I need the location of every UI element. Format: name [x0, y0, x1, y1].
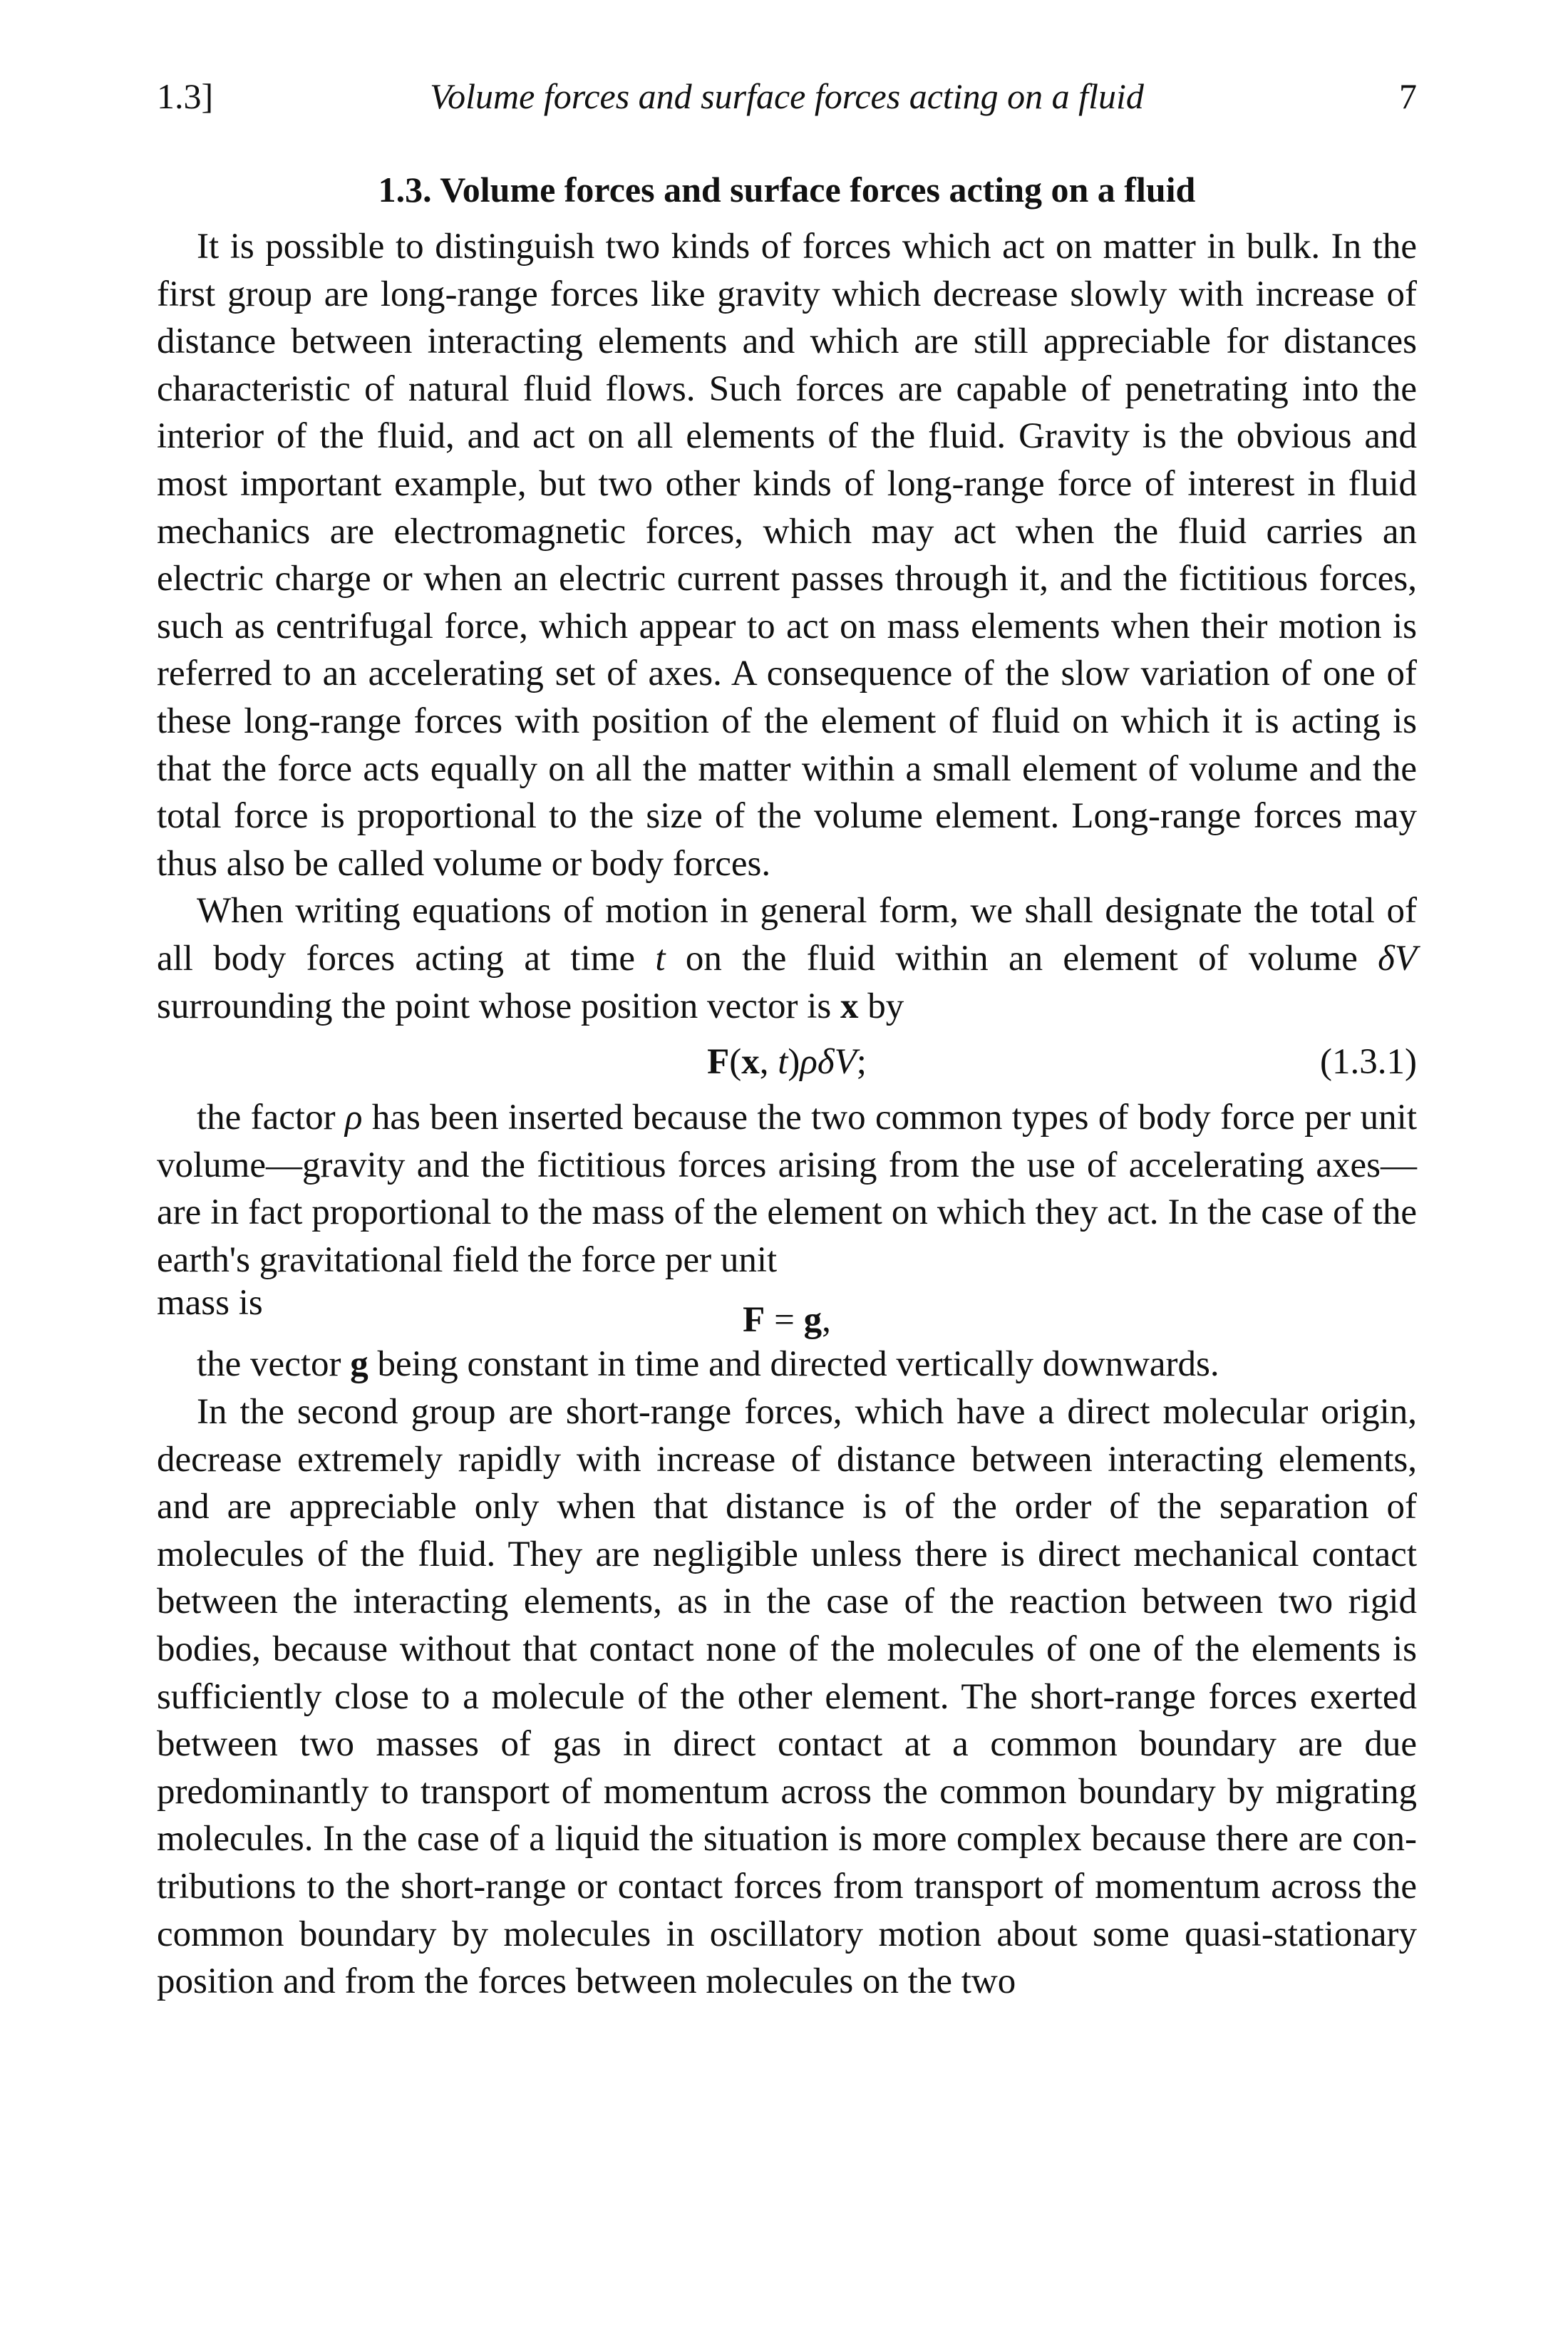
eq1-comma: ,	[759, 1042, 778, 1083]
eq2-equals: =	[765, 1300, 804, 1341]
equation-2-expression	[157, 1296, 1417, 1343]
body-text	[157, 223, 1417, 2006]
eq1-rho-dv: ρδV	[800, 1042, 857, 1083]
paragraph-3-text-b: has been inserted because the two common types of body force per unit volume—gravity and the fictitious forces arising from the use of accelerating axes—are in fact proportional to the mass of the element on which they act. In the case of the earth's gravitational field the force per unit	[157, 1098, 1417, 1280]
paragraph-2-text-b: on the fluid within an element of volume	[665, 938, 1378, 979]
eq1-close: )	[788, 1042, 800, 1083]
eq1-F: F	[707, 1042, 730, 1083]
paragraph-4-text-a: the vector	[197, 1344, 351, 1385]
paragraph-2-text-c: surrounding the point whose position vector is	[157, 986, 840, 1026]
paragraph-4-text-b: being constant in time and directed vertically downwards.	[368, 1344, 1219, 1385]
paragraph-4	[157, 1341, 1417, 1388]
eq2-comma: ,	[822, 1300, 831, 1341]
eq1-open: (	[729, 1042, 742, 1083]
symbol-g: g	[350, 1344, 368, 1385]
symbol-t: t	[655, 938, 666, 979]
paragraph-2-text-a: When writing equations of motion in general form, we shall designate the total of all body forces acting at time	[157, 891, 1417, 979]
running-head	[157, 68, 1417, 125]
paragraph-2-text-d: by	[858, 986, 904, 1026]
paragraph-1: It is possible to distinguish two kinds of forces which act on matter in bulk. In the first group are long-range forces like gravity which decrease slowly with increase of distance between interacting elements and which are still appreciable for distances characteristic of natural fluid flows. Such forces are capable of penetrating into the interior of the fluid, and act on all elements of the fluid. Gravity is the obvious and most important example, but two other kinds of long-range force of interest in fluid mechanics are electromagnetic forces, which may act when the fluid carries an electric charge or when an electric current passes through it, and the fictitious forces, such as centrifugal force, which appear to act on mass elements when their motion is referred to an accelerating set of axes. A consequence of the slow variation of one of these long-range forces with position of the element of fluid on which it is acting is that the force acts equally on all the matter within a small element of volume and the total force is proportional to the size of the volume element. Long-range forces may thus also be called volume or body forces.	[157, 227, 1417, 884]
section-heading: 1.3. Volume forces and surface forces acting on a fluid	[378, 170, 1196, 210]
equation-1-3-1	[157, 1030, 1417, 1094]
paragraph-5: In the second group are short-range forces, which have a direct molecular origin, decrease extremely rapidly with increase of distance between interacting elements, and are appreciable only when that distance is of the order of the separation of molecules of the fluid. They are negligible unless there is direct mechanical contact between the interacting elements, as in the case of the reaction between two rigid bodies, because without that contact none of the molecules of one of the elements is sufficiently close to a molecule of the other element. The short-range forces exerted between two masses of gas in direct contact at a common boundary are due predominantly to transport of momentum across the common boundary by migrating molecules. In the case of a liquid the situation is more complex because there are contributions to the short-range or contact forces from transport of momentum across the common boundary by molecules in oscillatory motion about some quasi-stationary position and from the forces between molecules on the two	[157, 1392, 1417, 2002]
paragraph-2	[157, 887, 1417, 1030]
eq1-x: x	[741, 1042, 760, 1083]
paragraph-3	[157, 1094, 1417, 1284]
equation-1-number: (1.3.1)	[1320, 1042, 1417, 1083]
running-head-section: 1.3]	[157, 76, 214, 116]
paragraph-3-text-a: the factor	[197, 1098, 345, 1138]
page-number: 7	[1399, 76, 1417, 116]
equation-2-row	[157, 1284, 1417, 1341]
eq2-F: F	[743, 1300, 765, 1341]
eq1-t: t	[778, 1042, 788, 1083]
symbol-delta-v: δV	[1378, 938, 1418, 979]
symbol-rho: ρ	[344, 1098, 363, 1138]
eq1-semicolon: ;	[856, 1042, 867, 1083]
symbol-x: x	[840, 986, 859, 1026]
book-page	[157, 68, 1417, 2006]
equation-1-expression	[157, 1030, 1417, 1094]
eq2-g: g	[803, 1300, 822, 1341]
paragraph-3-lead: mass is	[157, 1283, 263, 1324]
running-head-title: Volume forces and surface forces acting on a fluid	[430, 76, 1144, 116]
